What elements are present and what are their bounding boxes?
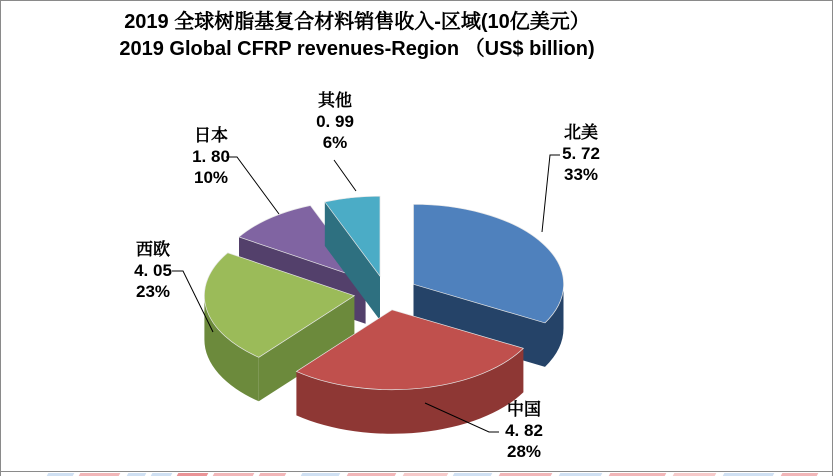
slice-label-japan xyxy=(166,125,256,188)
slice-name: 中国 xyxy=(507,400,541,419)
slice-name: 其他 xyxy=(318,91,352,110)
slice-value: 4. 05 xyxy=(134,261,172,280)
slice-label-other xyxy=(290,90,380,153)
slice-percent: 6% xyxy=(322,133,348,152)
slice-label-china xyxy=(479,399,569,462)
slice-value: 1. 80 xyxy=(192,147,230,166)
chart-border-bottom xyxy=(1,471,833,472)
slice-value: 5. 72 xyxy=(562,144,600,163)
leader-line-slice-4 xyxy=(334,160,356,191)
slice-name: 西欧 xyxy=(136,240,170,259)
slice-name: 日本 xyxy=(194,126,228,145)
chart-title-line1: 2019 全球树脂基复合材料销售收入-区域(10亿美元） xyxy=(124,11,590,33)
slice-value: 4. 82 xyxy=(505,421,543,440)
slice-value: 0. 99 xyxy=(316,112,354,131)
slice-percent: 10% xyxy=(193,168,229,187)
slice-label-west-europe xyxy=(108,239,198,302)
slice-label-north-america xyxy=(536,122,626,185)
chart-title-line2: 2019 Global CFRP revenues-Region （US$ billion) xyxy=(119,38,595,60)
slice-name: 北美 xyxy=(564,123,598,142)
slice-percent: 33% xyxy=(563,165,599,184)
slice-percent: 28% xyxy=(506,442,542,461)
slice-percent: 23% xyxy=(135,282,171,301)
